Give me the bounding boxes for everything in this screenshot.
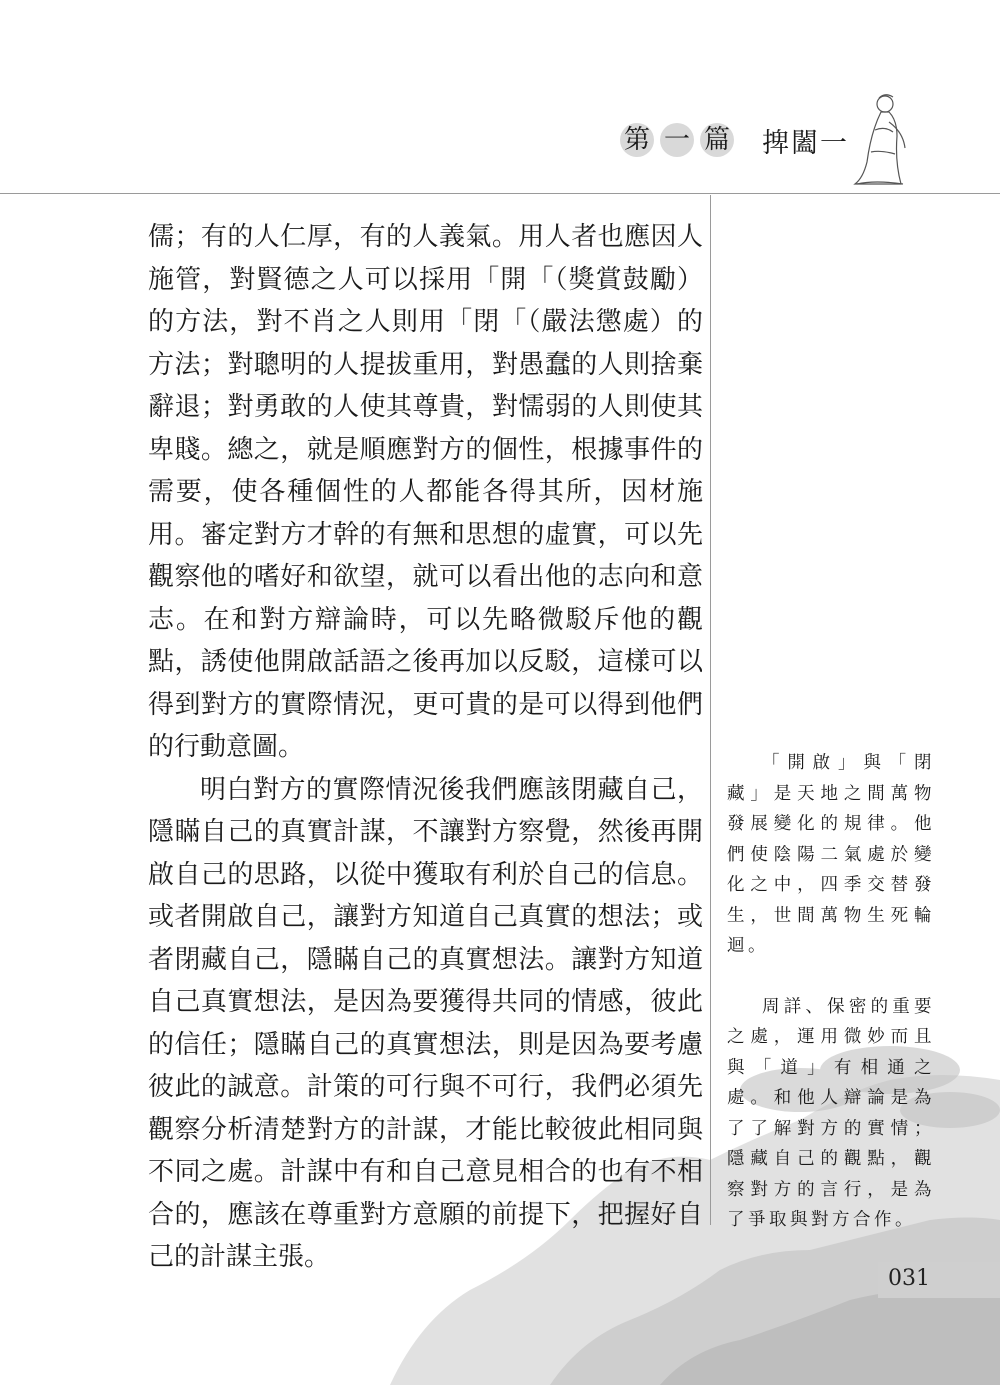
column-divider [710, 195, 711, 1225]
sidebar-note: 周詳、保密的重要之處，運用微妙而且與「道」有相通之處。和他人辯論是為了了解對方的實情；隱藏自己的觀點，觀察對方的言行，是為了爭取與對方合作。 [727, 996, 935, 1230]
chapter-char: 第 [620, 123, 654, 157]
header-rule [0, 193, 1000, 194]
sidebar-note: 「開啟」與「閉藏」是天地之間萬物發展變化的規律。他們使陰陽二氣處於變化之中，四季交替發生，世間萬物生死輪迴。 [727, 753, 935, 956]
chapter-name: 捭闔一 [762, 127, 849, 159]
page-number-tab [878, 1262, 1000, 1298]
chapter-char: 一 [660, 123, 694, 157]
body-paragraph: 儒；有的人仁厚，有的人義氣。用人者也應因人施管，對賢德之人可以採用「開「（獎賞鼓勵）的方法，對不肖之人則用「閉「（嚴法懲處）的方法；對聰明的人提拔重用，對愚蠢的人則捨棄辭退；對勇敢的人使其尊貴，對懦弱的人則使其卑賤。總之，就是順應對方的個性，根據事件的需要，使各種個性的人都能各得其所，因材施用。審定對方才幹的有無和思想的虛實，可以先觀察他的嗜好和欲望，就可以看出他的志向和意志。在和對方辯論時，可以先略微駁斥他的觀點，誘使他開啟話語之後再加以反駁，這樣可以得到對方的實際情況，更可貴的是可以得到他們的行動意圖。 [148, 222, 703, 762]
chapter-heading [620, 120, 849, 160]
page-number: 031 [888, 1266, 930, 1291]
chapter-char: 篇 [700, 123, 734, 157]
body-paragraph: 明白對方的實際情況後我們應該閉藏自己，隱瞞自己的真實計謀，不讓對方察覺，然後再開啟自己的思路，以從中獲取有利於自己的信息。或者開啟自己，讓對方知道自己真實的想法；或者閉藏自己，隱瞞自己的真實想法。讓對方知道自己真實想法，是因為要獲得共同的情感，彼此的信任；隱瞞自己的真實想法，則是因為要考慮彼此的誠意。計策的可行與不可行，我們必須先觀察分析清楚對方的計謀，才能比較彼此相同與不同之處。計謀中有和自己意見相合的也有不相合的，應該在尊重對方意願的前提下，把握好自己的計謀主張。 [148, 774, 703, 1272]
sidebar-notes [727, 748, 935, 1266]
sage-illustration-icon [845, 92, 915, 188]
page-header [0, 0, 1000, 195]
main-text-column [148, 216, 703, 1279]
